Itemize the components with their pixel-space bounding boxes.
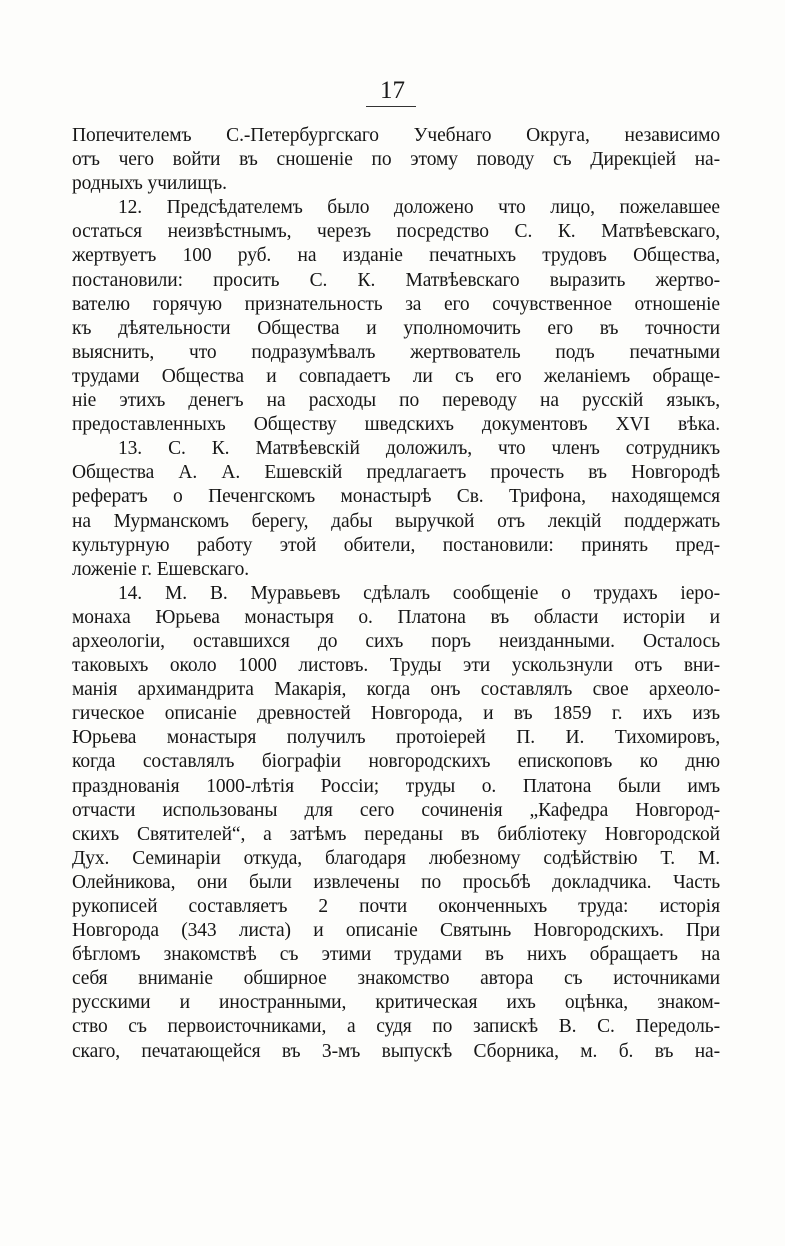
text-line: остаться неизвѣстнымъ, черезъ посредство С. К. Матвѣевскаго, <box>72 221 720 243</box>
text-line: монаха Юрьева монастыря о. Платона въ области исторіи и <box>72 606 720 628</box>
text-line: ство съ первоисточниками, а судя по запискѣ В. С. Передоль- <box>72 1016 720 1038</box>
text-line: отчасти использованы для сего сочиненія „Кафедра Новгород- <box>72 799 720 821</box>
text-line: 13. С. К. Матвѣевскій доложилъ, что членъ сотрудникъ <box>118 438 720 460</box>
text-line: Общества А. А. Ешевскій предлагаетъ прочесть въ Новгородѣ <box>72 462 720 484</box>
text-line: вателю горячую признательность за его сочувственное отношеніе <box>72 293 720 315</box>
text-line: скаго, печатающейся въ 3-мъ выпускѣ Сборника, м. б. въ на- <box>72 1040 720 1062</box>
text-line: ложеніе г. Ешевскаго. <box>72 558 249 580</box>
text-line: рукописей составляетъ 2 почти оконченныхъ труда: исторія <box>72 896 720 917</box>
text-line: культурную работу этой обители, постановили: принять пред- <box>72 534 720 556</box>
text-line: празднованія 1000-лѣтія Россіи; труды о. Платона были имъ <box>72 775 720 797</box>
text-line: родныхъ училищъ. <box>72 173 227 195</box>
text-line: на Мурманскомъ берегу, дабы выручкой отъ лекцій поддержать <box>72 510 720 532</box>
page-number-rule <box>366 106 416 107</box>
text-line: таковыхъ около 1000 листовъ. Труды эти ускользнули отъ вни- <box>72 655 720 677</box>
text-line: 12. Предсѣдателемъ было доложено что лицо, пожелавшее <box>118 197 720 219</box>
text-line: Дух. Семинаріи откуда, благодаря любезному содѣйствію Т. М. <box>72 847 720 869</box>
text-line: Юрьева монастыря получилъ протоіерей П. И. Тихомировъ, <box>72 727 720 749</box>
text-line: русскими и иностранными, критическая ихъ оцѣнка, знаком- <box>72 992 720 1014</box>
text-line: предоставленныхъ Обществу шведскихъ документовъ XVI вѣка. <box>72 414 720 436</box>
text-line: трудами Общества и совпадаетъ ли съ его желаніемъ обраще- <box>72 365 720 387</box>
page-number: 17 <box>380 77 405 104</box>
text-line: себя вниманіе обширное знакомство автора съ источниками <box>72 968 720 990</box>
text-line: бѣгломъ знакомствѣ съ этими трудами въ нихъ обращаетъ на <box>72 944 720 966</box>
text-line: постановили: просить С. К. Матвѣевскаго выразить жертво- <box>72 269 720 291</box>
text-line: археологіи, оставшихся до сихъ поръ неизданными. Осталось <box>72 630 720 652</box>
text-line: когда составлялъ біографіи новгородскихъ епископовъ ко дню <box>72 751 720 773</box>
text-line: Попечителемъ С.-Петербургскаго Учебнаго Округа, независимо <box>72 125 720 146</box>
text-line: манія архимандрита Макарія, когда онъ составлялъ свое археоло- <box>72 679 720 701</box>
text-line: рефератъ о Печенгскомъ монастырѣ Св. Трифона, находящемся <box>72 486 720 508</box>
text-line: ніе этихъ денегъ на расходы по переводу на русскій языкъ, <box>72 390 720 412</box>
text-line: Новгорода (343 листа) и описаніе Святынь Новгородскихъ. При <box>72 920 720 942</box>
text-line: выяснить, что подразумѣвалъ жертвователь подъ печатными <box>72 341 720 363</box>
text-line: отъ чего войти въ сношеніе по этому поводу съ Дирекціей на- <box>72 149 720 171</box>
text-line: къ дѣятельности Общества и уполномочить его въ точности <box>72 317 720 339</box>
text-line: скихъ Святителей“, а затѣмъ переданы въ библіотеку Новгородской <box>72 823 720 845</box>
text-line: Олейникова, они были извлечены по просьбѣ докладчика. Часть <box>72 871 720 893</box>
text-line: гическое описаніе древностей Новгорода, и въ 1859 г. ихъ изъ <box>72 703 720 725</box>
text-line: 14. М. В. Муравьевъ сдѣлалъ сообщеніе о трудахъ іеро- <box>118 582 720 604</box>
body-text <box>72 124 720 1064</box>
text-line: жертвуетъ 100 руб. на изданіе печатныхъ трудовъ Общества, <box>72 245 720 267</box>
